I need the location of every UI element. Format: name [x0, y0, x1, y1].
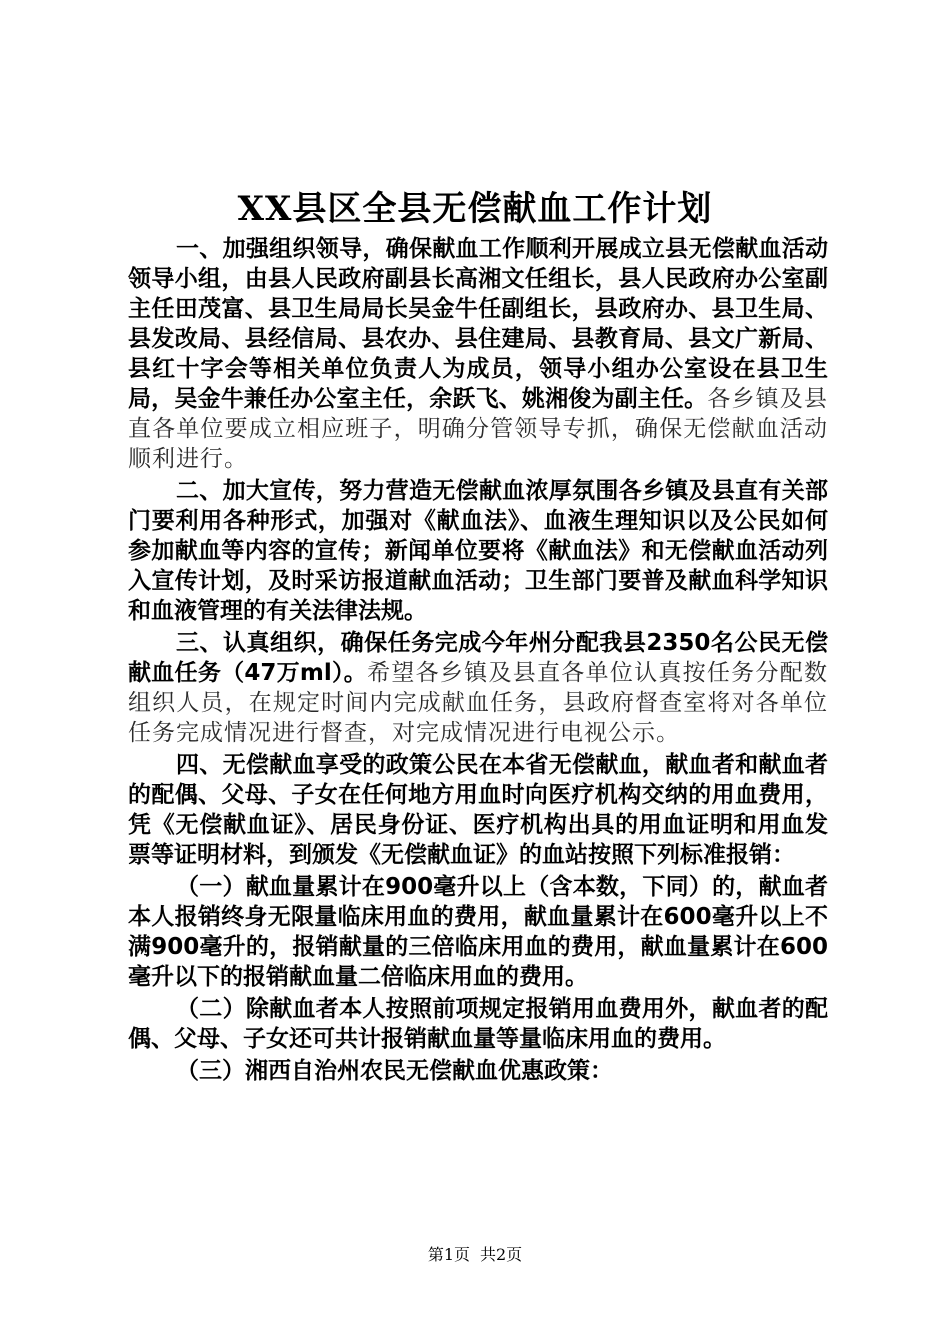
paragraph-3-text: 三、认真组织，确保任务完成今年州分配我县2350名公民无偿献血任务（47万ml）。	[128, 630, 828, 686]
paragraph-5-text: （一）献血量累计在900毫升以上（含本数，下同）的，献血者本人报销终身无限量临床用血的费用，献血量累计在600毫升以上不满900毫升的，报销献量的三倍临床用血的费用，献血量累计在600毫升以下的报销献血量二倍临床用血的费用。	[128, 874, 828, 990]
page-total: 共2页	[480, 1245, 523, 1264]
document-title: XX县区全县无偿献血工作计划	[237, 189, 713, 229]
paragraph-2-text: 二、加大宣传，努力营造无偿献血浓厚氛围各乡镇及县直有关部门要利用各种形式，加强对《献血法》、血液生理知识以及公民如何参加献血等内容的宣传；新闻单位要将《献血法》和无偿献血活动列入宣传计划，及时采访报道献血活动；卫生部门要普及献血科学知识和血液管理的有关法律法规。	[128, 478, 828, 624]
paragraph-1-text: 一、加强组织领导，确保献血工作顺利开展成立县无偿献血活动领导小组，由县人民政府副县长高湘文任组长，县人民政府办公室副主任田茂富、县卫生局局长吴金牛任副组长，县政府办、县卫生局、县发改局、县经信局、县农办、县住建局、县教育局、县文广新局、县红十字会等相关单位负责人为成员，领导小组办公室设在县卫生局，吴金牛兼任办公室主任，余跃飞、姚湘俊为副主任。	[128, 236, 828, 412]
paragraph-3	[128, 628, 828, 748]
paragraph-6-text: （二）除献血者本人按照前项规定报销用血费用外，献血者的配偶、父母、子女还可共计报销献血量等量临床用血的费用。	[128, 996, 828, 1052]
paragraph-7	[128, 1056, 828, 1086]
paragraph-1	[128, 234, 828, 474]
paragraph-4	[128, 750, 828, 870]
paragraph-3-light-text: 希望各乡镇及县直各单位认真按任务分配数组织人员，在规定时间内完成献血任务，县政府督查室将对各单位任务完成情况进行督查，对完成情况进行电视公示。	[128, 660, 829, 746]
paragraph-5	[128, 872, 828, 992]
document-body	[128, 234, 828, 1086]
paragraph-1-light-text: 各乡镇及县直各单位要成立相应班子，明确分管领导专抓，确保无偿献血活动顺利进行。	[128, 386, 829, 472]
paragraph-7-text: （三）湘西自治州农民无偿献血优惠政策：	[176, 1058, 613, 1084]
paragraph-6	[128, 994, 828, 1054]
page-footer	[0, 1244, 950, 1266]
paragraph-2	[128, 476, 828, 626]
page-number: 第1页	[427, 1245, 470, 1264]
paragraph-4-text: 四、无偿献血享受的政策公民在本省无偿献血，献血者和献血者的配偶、父母、子女在任何地方用血时向医疗机构交纳的用血费用，凭《无偿献血证》、居民身份证、医疗机构出具的用血证明和用血发票等证明材料，到颁发《无偿献血证》的血站按照下列标准报销：	[128, 752, 828, 868]
